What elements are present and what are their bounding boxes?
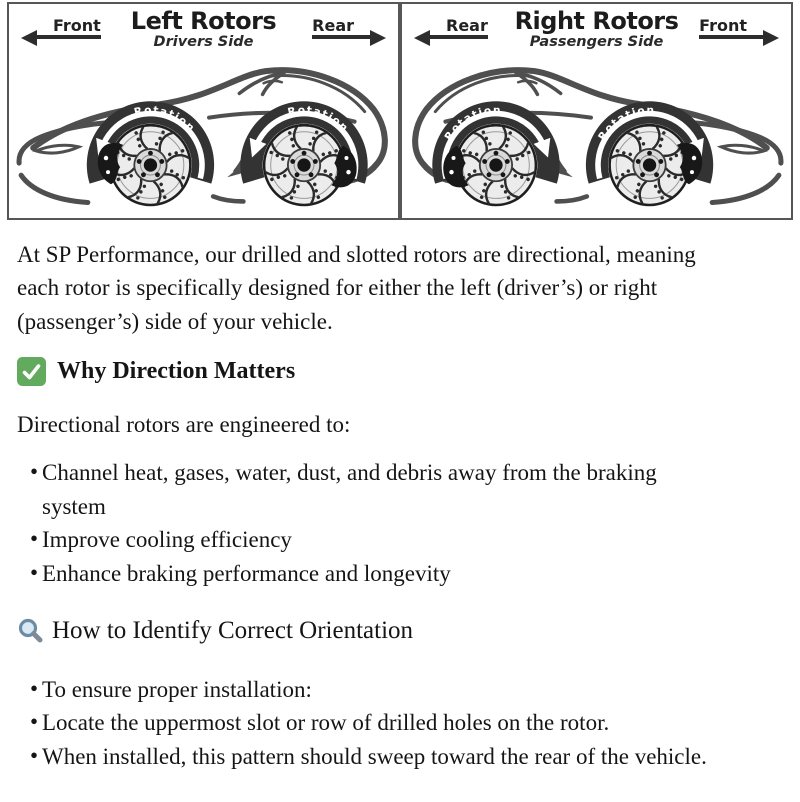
- rear-label: Rear: [312, 16, 354, 35]
- why-direction-matters-heading: [17, 355, 776, 389]
- rotation-text: Rotation: [286, 104, 351, 135]
- panel-title: Left Rotors: [130, 7, 277, 35]
- front-label: Front: [699, 16, 747, 35]
- panel-title: Right Rotors: [514, 7, 679, 35]
- list-item: • When installed, this pattern should sweep toward the rear of the vehicle.: [17, 740, 732, 774]
- magnifying-glass-icon: [17, 617, 44, 644]
- right-panel-header: [402, 4, 791, 59]
- heading-text: Why Direction Matters: [57, 358, 296, 385]
- panel-subtitle: Drivers Side: [153, 33, 254, 50]
- list-item: • To ensure proper installation:: [17, 673, 732, 707]
- rotor-direction-diagram: [7, 2, 793, 220]
- list-item: • Enhance braking performance and longevity: [17, 557, 682, 591]
- list-item: • Improve cooling efficiency: [17, 523, 682, 557]
- rotation-text: Rotation: [133, 104, 198, 135]
- page: [0, 2, 800, 773]
- rotation-text: Rotation: [596, 104, 656, 143]
- benefits-list: [17, 456, 776, 590]
- right-rotors-panel: [400, 2, 793, 220]
- right-car-sketch: [402, 59, 791, 218]
- left-rotors-panel: [7, 2, 400, 220]
- orientation-list: [17, 673, 776, 774]
- front-label: Front: [53, 16, 101, 35]
- right-panel-title-block: [515, 9, 679, 51]
- article-content: [0, 220, 800, 774]
- intro-paragraph: At SP Performance, our drilled and slotted rotors are directional, meaning each rotor is specifically designed for either the left (driver’s) or right (passenger’s) side of your vehicle.: [17, 241, 696, 334]
- heading-text: How to Identify Correct Orientation: [52, 617, 414, 645]
- rear-label: Rear: [446, 16, 488, 35]
- rear-arrow-label: [446, 16, 488, 42]
- how-to-identify-heading: [17, 614, 776, 648]
- list-item: • Locate the uppermost slot or row of drilled holes on the rotor.: [17, 706, 732, 740]
- check-mark-icon: [17, 357, 46, 386]
- front-arrow-label: [699, 16, 747, 42]
- left-panel-header: [9, 4, 398, 59]
- list-item: • Channel heat, gases, water, dust, and debris away from the braking system: [17, 456, 682, 523]
- panel-subtitle: Passengers Side: [529, 33, 664, 50]
- left-car-sketch: [9, 59, 398, 218]
- benefits-lead: Directional rotors are engineered to:: [17, 411, 351, 437]
- rotation-text: Rotation: [442, 104, 502, 143]
- rear-arrow-label: [312, 16, 354, 42]
- front-arrow-label: [53, 16, 101, 42]
- left-panel-title-block: [131, 9, 276, 51]
